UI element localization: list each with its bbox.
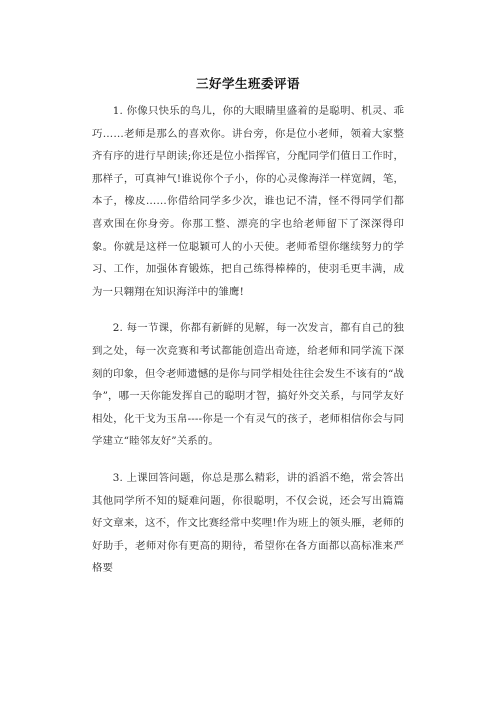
paragraph-2: 2. 每一节课，你都有新鲜的见解，每一次发言，都有自己的独到之处，每一次竞赛和考试都能创造出奇迹，给老师和同学流下深刻的印象，但令老师遗憾的是你与同学相处往往会发生不该有的“战争”，哪一天你能发挥自己的聪明才智，搞好外交关系，与同学友好相处，化干戈为玉帛----你是一个有灵气的孩子，老师相信你会与同学建立“睦邻友好”关系的。 [92,322,404,448]
paragraph-1: 1. 你像只快乐的鸟儿，你的大眼睛里盛着的是聪明、机灵、乖巧……老师是那么的喜欢你。讲台旁，你是位小老师，领着大家整齐有序的进行早朗读;你还是位小指挥官，分配同学们值日工作时，那样子，可真神气!谁说你个子小，你的心灵像海洋一样宽阔，笔，本子，橡皮……你借给同学多少次，谁也记不清，怪不得同学们都喜欢围在你身旁。你那工整、漂亮的字也给老师留下了深深得印象。你就是这样一位聪颖可人的小天使。老师希望你继续努力的学习、工作，加强体育锻炼，把自己练得棒棒的，使羽毛更丰满，成为一只翱翔在知识海洋中的雏鹰! [92,105,404,298]
document-body [92,100,404,594]
paragraph-3: 3. 上课回答问题，你总是那么精彩，讲的滔滔不绝，常会答出其他同学所不知的疑难问题，你很聪明，不仅会说，还会写出篇篇好文章来，这不，作文比赛经常中奖哩!作为班上的领头雁，老师的好助手，老师对你有更高的期待，希望你在各方面都以高标准来严格要 [92,471,404,575]
document-title: 三好学生班委评语 [195,76,300,91]
